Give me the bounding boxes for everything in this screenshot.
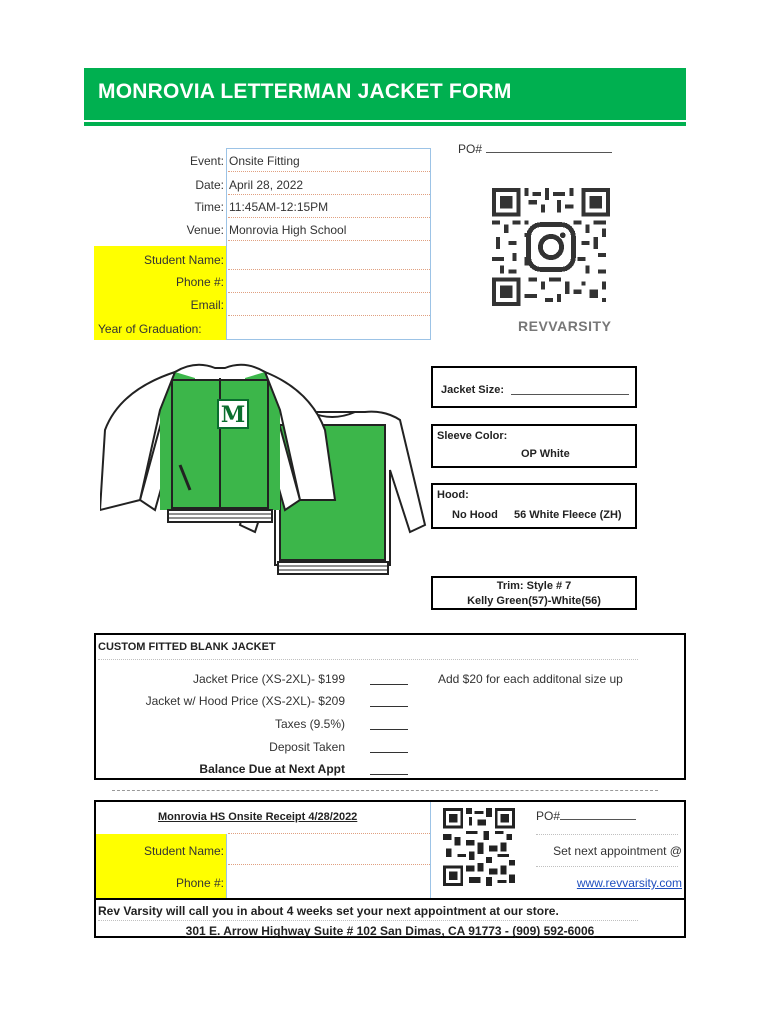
phone-field[interactable] xyxy=(228,271,430,291)
balance-due-blank[interactable] xyxy=(370,774,408,775)
venue-value: Monrovia High School xyxy=(229,223,347,237)
custom-jacket-heading: CUSTOM FITTED BLANK JACKET xyxy=(98,641,276,653)
receipt-phone-label: Phone #: xyxy=(175,876,224,890)
svg-text:M: M xyxy=(220,402,246,428)
sleeve-color-box xyxy=(431,424,637,468)
sleeve-color-value: OP White xyxy=(521,448,570,460)
trim-style: Trim: Style # 7 xyxy=(496,580,572,592)
hood-option-white-fleece[interactable]: 56 White Fleece (ZH) xyxy=(514,509,622,521)
po-label: PO# xyxy=(458,142,483,156)
student-name-label: Student Name: xyxy=(143,253,224,267)
phone-label: Phone #: xyxy=(175,275,224,289)
po-number-field[interactable] xyxy=(458,142,612,156)
po-blank xyxy=(486,143,612,153)
revvarsity-logo: REVVARSITY xyxy=(518,318,612,334)
receipt-phone-field[interactable] xyxy=(228,868,428,896)
time-value: 11:45AM-12:15PM xyxy=(229,200,329,214)
jacket-size-box[interactable] xyxy=(431,366,637,408)
page-title: MONROVIA LETTERMAN JACKET FORM xyxy=(98,80,512,103)
banner-underline xyxy=(84,122,686,126)
cut-line xyxy=(112,790,658,791)
jacket-price-blank[interactable] xyxy=(370,684,408,685)
receipt-divider xyxy=(430,802,431,898)
hood-label: Hood: xyxy=(437,489,469,501)
hood-price-blank[interactable] xyxy=(370,706,408,707)
taxes-label: Taxes (9.5%) xyxy=(274,717,345,731)
date-value: April 28, 2022 xyxy=(229,178,304,192)
deposit-blank[interactable] xyxy=(370,752,408,753)
receipt-student-field[interactable] xyxy=(228,838,428,862)
trim-colors: Kelly Green(57)-White(56) xyxy=(467,595,601,607)
taxes-blank[interactable] xyxy=(370,729,408,730)
receipt-title: Monrovia HS Onsite Receipt 4/28/2022 xyxy=(158,811,358,823)
event-value: Onsite Fitting xyxy=(229,154,300,168)
receipt-po-label: PO# xyxy=(536,809,561,823)
jacket-price-label: Jacket Price (XS-2XL)- $199 xyxy=(192,672,345,686)
jacket-size-blank xyxy=(511,394,629,395)
hood-box xyxy=(431,483,637,529)
sleeve-color-label: Sleeve Color: xyxy=(437,430,508,442)
jacket-illustration xyxy=(100,350,430,590)
time-label: Time: xyxy=(194,200,224,214)
heading-divider xyxy=(98,659,638,660)
hood-price-label: Jacket w/ Hood Price (XS-2XL)- $209 xyxy=(145,694,345,708)
jacket-size-label: Jacket Size: xyxy=(441,384,504,396)
instagram-qr-icon xyxy=(492,188,610,306)
balance-due-label: Balance Due at Next Appt xyxy=(199,762,345,776)
call-notice: Rev Varsity will call you in about 4 weeks set your next appointment at our store. xyxy=(98,904,559,918)
venue-label: Venue: xyxy=(186,223,224,237)
website-link[interactable]: www.revvarsity.com xyxy=(576,876,682,890)
hood-option-no-hood[interactable]: No Hood xyxy=(452,509,498,521)
receipt-student-label: Student Name: xyxy=(143,844,224,858)
store-address: 301 E. Arrow Highway Suite # 102 San Dimas, CA 91773 - (909) 592-6006 xyxy=(185,924,595,938)
appointment-text: Set next appointment @ xyxy=(553,844,682,858)
receipt-po-field[interactable] xyxy=(536,809,636,823)
email-label: Email: xyxy=(190,298,224,312)
email-field[interactable] xyxy=(228,294,430,314)
student-name-field[interactable] xyxy=(228,248,430,268)
graduation-year-field[interactable] xyxy=(228,317,430,339)
event-label: Event: xyxy=(189,154,224,168)
size-up-note: Add $20 for each additonal size up xyxy=(438,672,623,686)
date-label: Date: xyxy=(195,178,224,192)
trim-box xyxy=(431,576,637,610)
graduation-year-label: Year of Graduation: xyxy=(98,322,202,336)
deposit-label: Deposit Taken xyxy=(269,740,345,754)
